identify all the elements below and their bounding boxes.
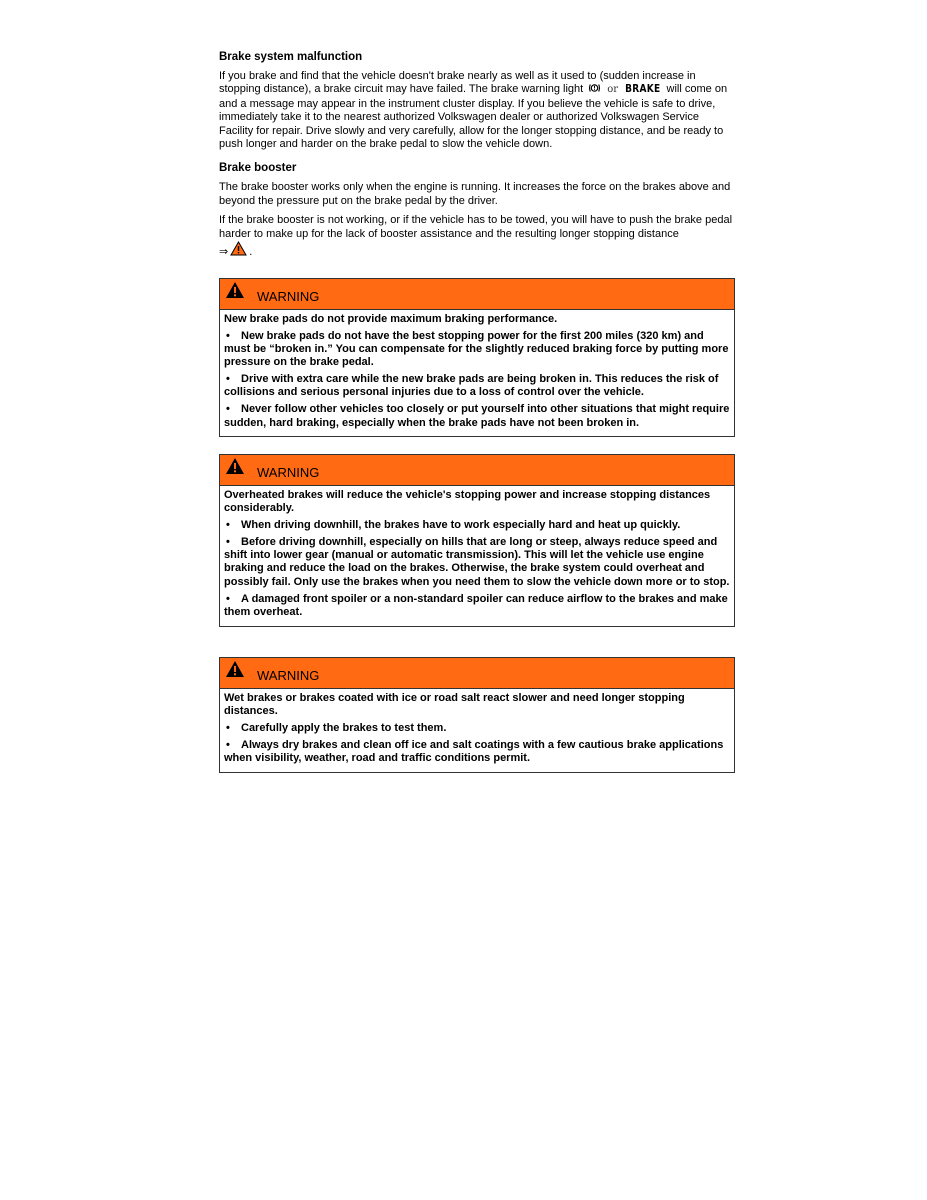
- brake-warning-light-icon: [588, 83, 601, 97]
- warning-header: [220, 455, 734, 486]
- paragraph-text: If you brake and find that the vehicle doesn't brake nearly as well as it used to (sudden increase in stopping distance), a brake circuit may have failed. The brake warning light: [219, 70, 696, 96]
- ref-end: .: [249, 246, 253, 259]
- ref-arrow: ⇒: [219, 246, 229, 259]
- section-heading: Brake system malfunction: [219, 51, 363, 63]
- warning-label: WARNING: [257, 668, 320, 683]
- warning-box: [219, 278, 735, 437]
- paragraph-text: If the brake booster is not working, or if the vehicle has to be towed, you will have to push the brake pedal harder to make up for the lack of booster assistance and the resulting longer stopping distance: [219, 214, 733, 240]
- section-heading: Brake booster: [219, 162, 297, 175]
- warning-header: [220, 279, 734, 310]
- warning-triangle-icon: [225, 281, 245, 304]
- warning-bullet: • When driving downhill, the brakes have to work especially hard and heat up quickly.: [224, 519, 730, 532]
- warning-bullet: • Carefully apply the brakes to test them.: [224, 722, 730, 735]
- warning-bullet: • Always dry brakes and clean off ice and salt coatings with a few cautious brake applications when visibility, weather, road and traffic conditions permit.: [224, 739, 730, 766]
- warning-bullet: • Never follow other vehicles too closely or put yourself into other situations that might require sudden, hard braking, especially when the brake pads have not been broken in.: [224, 403, 730, 430]
- warning-triangle-icon: [230, 241, 247, 260]
- paragraph: The brake booster works only when the engine is running. It increases the force on the brakes above and beyond the pressure put on the brake pedal by the driver.: [219, 181, 731, 207]
- page-content: [219, 50, 735, 765]
- warning-intro: New brake pads do not provide maximum braking performance.: [224, 313, 558, 325]
- paragraph: [219, 70, 735, 151]
- cross-reference[interactable]: [219, 246, 252, 258]
- warning-label: WARNING: [257, 465, 320, 480]
- warning-label: WARNING: [257, 289, 320, 304]
- warning-body: [220, 689, 734, 772]
- warning-bullet: • New brake pads do not have the best stopping power for the first 200 miles (320 km) and must be “broken in.” You can compensate for the slightly reduced braking force by putting more pressure on the brake pedal.: [224, 330, 730, 370]
- warning-triangle-icon: [225, 457, 245, 480]
- warning-intro: Overheated brakes will reduce the vehicle's stopping power and increase stopping distances considerably.: [224, 489, 711, 515]
- warning-intro: Wet brakes or brakes coated with ice or road salt react slower and need longer stopping distances.: [224, 692, 685, 718]
- brake-label: BRAKE: [625, 84, 661, 97]
- warning-body: [220, 486, 734, 626]
- warning-header: [220, 658, 734, 689]
- warning-body: [220, 310, 734, 436]
- warning-box: [219, 657, 735, 773]
- or-text: or: [607, 84, 619, 96]
- paragraph-text: will come on and a message may appear in the instrument cluster display. If you believe the vehicle is safe to drive, immediately take it to the nearest authorized Volkswagen dealer or authorized Volkswagen Service Facility for repair. Drive slowly and very carefully, allow for the longer stopping distance, and be ready to push longer and harder on the brake pedal to slow the vehicle down.: [219, 83, 728, 151]
- warning-box: [219, 454, 735, 627]
- warning-bullet: • A damaged front spoiler or a non-standard spoiler can reduce airflow to the brakes and make them overheat.: [224, 593, 730, 620]
- paragraph: [219, 214, 735, 260]
- warning-bullet: • Drive with extra care while the new brake pads are being broken in. This reduces the risk of collisions and serious personal injuries due to a loss of control over the vehicle.: [224, 373, 730, 400]
- warning-bullet: • Before driving downhill, especially on hills that are long or steep, always reduce speed and shift into lower gear (manual or automatic transmission). This will let the vehicle use engine braking and reduce the load on the brakes. Otherwise, the brake system could overheat and possibly fail. Only use the brakes when you need them to slow the vehicle down more or to stop.: [224, 536, 730, 589]
- warning-triangle-icon: [225, 660, 245, 683]
